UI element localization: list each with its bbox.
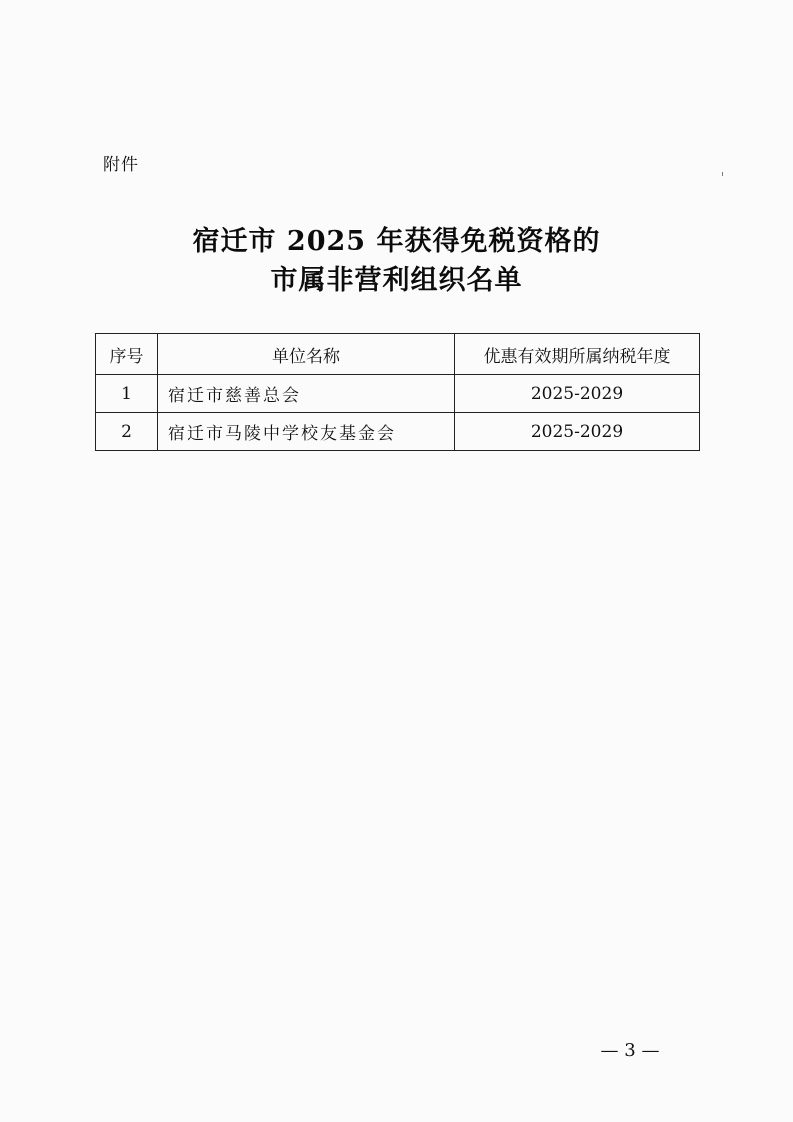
table-row xyxy=(96,413,700,451)
cell-tax-years: 2025-2029 xyxy=(455,375,700,413)
attachment-label: 附件 xyxy=(103,155,139,175)
cell-seq: 2 xyxy=(96,413,158,451)
document-title-line-2: 市属非营利组织名单 xyxy=(270,265,523,296)
cell-tax-years: 2025-2029 xyxy=(455,413,700,451)
table-row xyxy=(96,375,700,413)
document-title-line-1: 宿迁市 2025 年获得免税资格的 xyxy=(192,226,601,257)
scan-mark xyxy=(722,172,723,176)
table-header-row xyxy=(96,334,700,375)
organization-table xyxy=(95,333,700,451)
cell-org-name: 宿迁市慈善总会 xyxy=(158,375,455,413)
cell-seq: 1 xyxy=(96,375,158,413)
header-seq: 序号 xyxy=(96,334,158,375)
page-number: — 3 — xyxy=(600,1040,660,1061)
header-tax-years: 优惠有效期所属纳税年度 xyxy=(455,334,700,375)
cell-org-name: 宿迁市马陵中学校友基金会 xyxy=(158,413,455,451)
header-org-name: 单位名称 xyxy=(158,334,455,375)
